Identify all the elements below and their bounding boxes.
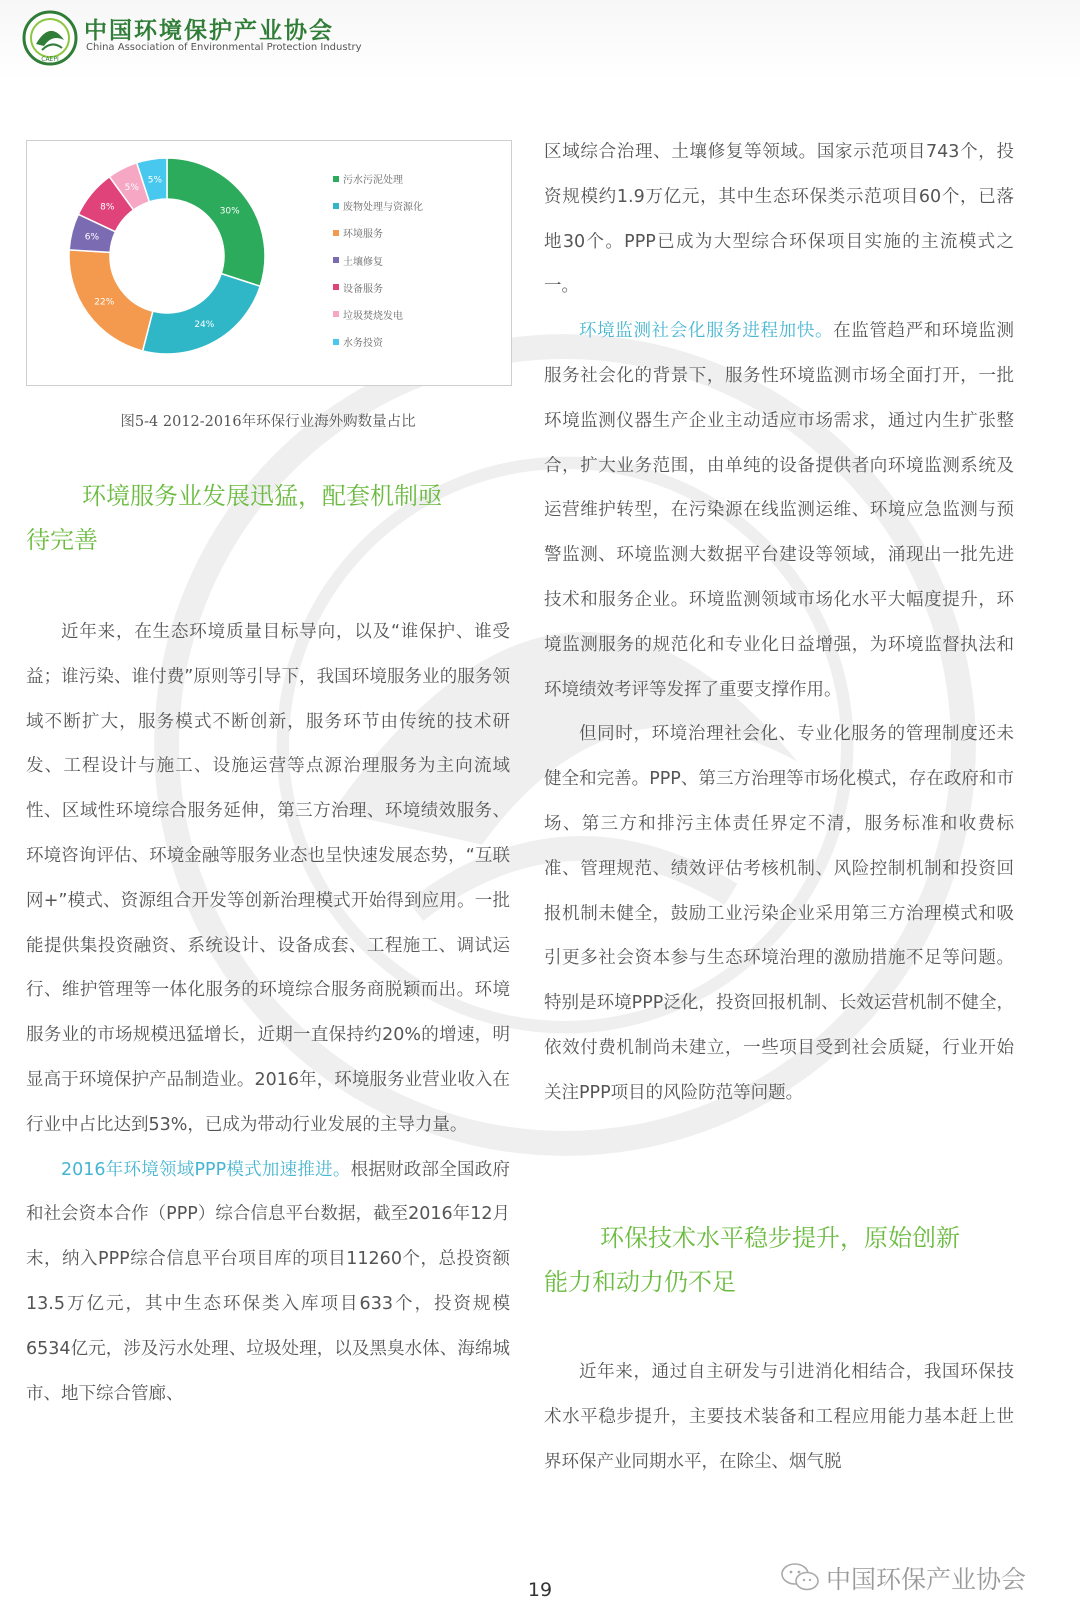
svg-text:CAEPI: CAEPI [41, 56, 59, 63]
section-heading-environmental-services [26, 474, 510, 562]
donut-slice [167, 158, 265, 286]
caepi-logo-icon [22, 10, 78, 66]
figure-caption: 图5-4 2012-2016年环保行业海外购数量占比 [120, 414, 416, 430]
heading-line: 环保技术水平稳步提升，原始创新 [600, 1224, 960, 1252]
donut-slice [143, 274, 261, 354]
legend-item [333, 198, 423, 225]
paragraph: 近年来，在生态环境质量目标导向，以及“谁保护、谁受益；谁污染、谁付费”原则等引导下，我国环境服务业的服务领域不断扩大，服务模式不断创新，服务环节由传统的技术研发、工程设计与施工、设施运营等点源治理服务为主向流域性、区域性环境综合服务延伸，第三方治理、环境绩效服务、环境咨询评估、环境金融等服务业态也呈快速发展态势，“互联网+”模式、资源组合开发等创新治理模式开始得到应用。一批能提供集投资融资、系统设计、设备成套、工程施工、调试运行、维护管理等一体化服务的环境综合服务商脱颖而出。环境服务业的市场规模迅猛增长，近期一直保持约20%的增速，明显高于环境保护产品制造业。2016年，环境服务业营业收入在行业中占比达到53%，已成为带动行业发展的主导力量。 [26, 622, 510, 1135]
page-number: 19 [527, 1579, 553, 1601]
paragraph-text: 在监管趋严和环境监测服务社会化的背景下，服务性环境监测市场全面打开，一批环境监测仪器生产企业主动适应市场需求，通过内生扩张整合，扩大业务范围，由单纯的设备提供者向环境监测系统及运营维护转型，在污染源在线监测运维、环境应急监测与预警监测、环境监测大数据平台建设等领域，涌现出一批先进技术和服务企业。环境监测领域市场化水平大幅度提升，环境监测服务的规范化和专业化日益增强，为环境监督执法和环境绩效考评等发挥了重要支撑作用。 [544, 321, 1015, 700]
legend-label: 环境服务 [343, 229, 383, 241]
legend-swatch [333, 203, 339, 209]
slice-data-label: 22% [94, 297, 115, 308]
right-column-body-2 [544, 1350, 1014, 1484]
legend-swatch [333, 176, 339, 182]
paragraph [26, 1148, 510, 1417]
legend-swatch [333, 339, 339, 345]
wechat-icon [780, 1562, 820, 1592]
legend-item [333, 225, 423, 252]
legend-label: 污水污泥处理 [343, 175, 403, 186]
right-column-body [544, 130, 1014, 1116]
legend-label: 垃圾焚烧发电 [343, 310, 403, 322]
heading-line: 能力和动力仍不足 [544, 1268, 736, 1296]
paragraph-text: 根据财政部全国政府和社会资本合作（PPP）综合信息平台数据，截至2016年12月末，纳入PPP综合信息平台项目库的项目11260个，总投资额13.5万亿元，其中生态环保类入库项目633个，投资规模6534亿元，涉及污水处理、垃圾处理，以及黑臭水体、海绵城市、地下综合管廊、 [26, 1159, 511, 1404]
legend-label: 废物处理与资源化 [343, 202, 423, 214]
paragraph: 但同时，环境治理社会化、专业化服务的管理制度还未健全和完善。PPP、第三方治理等市场化模式，存在政府和市场、第三方和排污主体责任界定不清，服务标准和收费标准、管理规范、绩效评估考核机制、风险控制机制和投资回报机制未健全，鼓励工业污染企业采用第三方治理模式和吸引更多社会资本参与生态环境治理的激励措施不足等问题。特别是环境PPP泛化，投资回报机制、长效运营机制不健全，依效付费机制尚未建立，一些项目受到社会质疑，行业开始关注PPP项目的风险防范等问题。 [544, 724, 1014, 1103]
legend-label: 设备服务 [343, 283, 383, 295]
org-name-cn: 中国环境保护产业协会 [84, 17, 334, 44]
legend-swatch [333, 284, 339, 290]
slice-data-label: 8% [100, 202, 115, 213]
legend-label: 水务投资 [343, 338, 383, 350]
slice-data-label: 6% [84, 232, 100, 243]
heading-line: 待完善 [26, 526, 98, 554]
left-column-body [26, 610, 510, 1416]
legend-item [333, 334, 423, 361]
highlight-lead: 环境监测社会化服务进程加快。 [579, 321, 834, 342]
legend-swatch [333, 311, 339, 317]
heading-line: 环境服务业发展迅猛，配套机制亟 [82, 482, 442, 510]
page-header [0, 0, 1080, 80]
legend-item [333, 171, 423, 198]
slice-data-label: 30% [219, 206, 240, 217]
slice-data-label: 5% [147, 175, 163, 186]
legend-item [333, 307, 423, 334]
legend-label: 土壤修复 [343, 256, 383, 268]
legend-item [333, 280, 423, 307]
org-name-en: China Association of Environmental Protection Industry [86, 42, 362, 53]
legend-swatch [333, 230, 339, 236]
legend-item [333, 253, 423, 280]
paragraph: 近年来，通过自主研发与引进消化相结合，我国环保技术水平稳步提升，主要技术装备和工程应用能力基本赶上世界环保产业同期水平，在除尘、烟气脱 [544, 1362, 1014, 1472]
slice-data-label: 5% [124, 182, 139, 193]
slice-data-label: 24% [194, 319, 215, 330]
donut-chart [27, 141, 511, 385]
paragraph-continued: 区域综合治理、土壤修复等领域。国家示范项目743个，投资规模约1.9万亿元，其中生态环保类示范项目60个，已落地30个。PPP已成为大型综合环保项目实施的主流模式之一。 [544, 142, 1014, 297]
legend-swatch [333, 257, 339, 263]
section-heading-technology [544, 1216, 1014, 1304]
footer-brand-name: 中国环保产业协会 [826, 1565, 1027, 1594]
chart-legend [333, 171, 423, 361]
paragraph [544, 309, 1014, 712]
highlight-lead: 2016年环境领域PPP模式加速推进。 [61, 1159, 351, 1180]
donut-chart-figure [26, 140, 512, 386]
